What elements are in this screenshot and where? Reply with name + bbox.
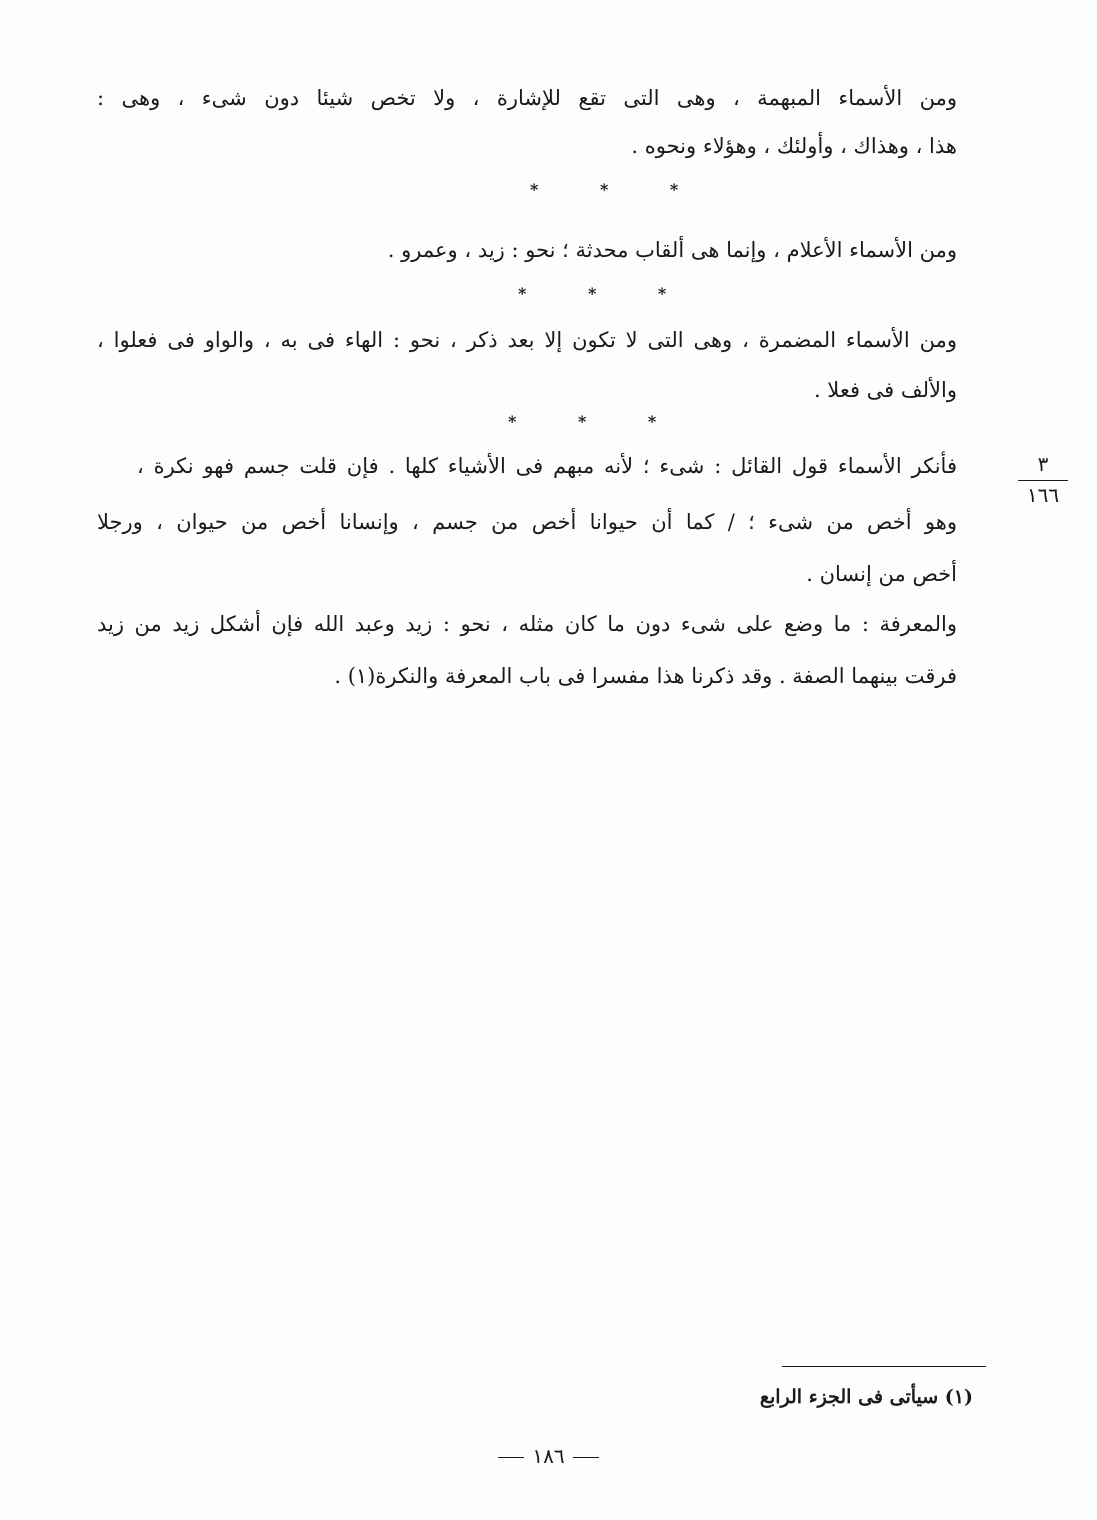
page-number-value: ١٨٦ xyxy=(532,1444,565,1468)
footnote-divider xyxy=(782,1366,986,1367)
paragraph-line: فأنكر الأسماء قول القائل : شىء ؛ لأنه مبهم فى الأشياء كلها . فإن قلت جسم فهو نكرة ، xyxy=(137,454,957,478)
paragraph-line: والألف فى فعلا . xyxy=(813,378,957,402)
paragraph-line: ومن الأسماء المضمرة ، وهى التى لا تكون إلا بعد ذكر ، نحو : الهاء فى به ، والواو فى فعلوا ، xyxy=(97,328,957,352)
page-number-dash-left xyxy=(498,1457,524,1458)
margin-reference-top: ٣ xyxy=(1037,452,1049,476)
margin-reference xyxy=(1018,452,1068,507)
paragraph-line: والمعرفة : ما وضع على شىء دون ما كان مثله ، نحو : زيد وعبد الله فإن أشكل زيد من زيد xyxy=(97,612,957,636)
margin-reference-bottom: ١٦٦ xyxy=(1026,483,1060,507)
footnote: (١) سيأتى فى الجزء الرابع xyxy=(759,1386,973,1408)
paragraph-line: فرقت بينهما الصفة . وقد ذكرنا هذا مفسرا فى باب المعرفة والنكرة(١) . xyxy=(334,664,957,688)
paragraph-line: ومن الأسماء الأعلام ، وإنما هى ألقاب محدثة ؛ نحو : زيد ، وعمرو . xyxy=(387,238,957,262)
paragraph-line: ومن الأسماء المبهمة ، وهى التى تقع للإشارة ، ولا تخص شيئا دون شىء ، وهى : xyxy=(97,86,957,110)
section-separator: * * * xyxy=(518,284,695,303)
section-separator: * * * xyxy=(530,180,707,199)
margin-reference-rule xyxy=(1018,480,1068,481)
page-number-dash-right xyxy=(573,1457,599,1458)
paragraph-line: وهو أخص من شىء ؛ / كما أن حيوانا أخص من جسم ، وإنسانا أخص من حيوان ، ورجلا xyxy=(97,510,957,534)
section-separator: * * * xyxy=(508,412,685,431)
paragraph-line: أخص من إنسان . xyxy=(806,562,957,586)
paragraph-line: هذا ، وهذاك ، وأولئك ، وهؤلاء ونحوه . xyxy=(631,134,957,158)
page-number xyxy=(0,1444,1097,1468)
